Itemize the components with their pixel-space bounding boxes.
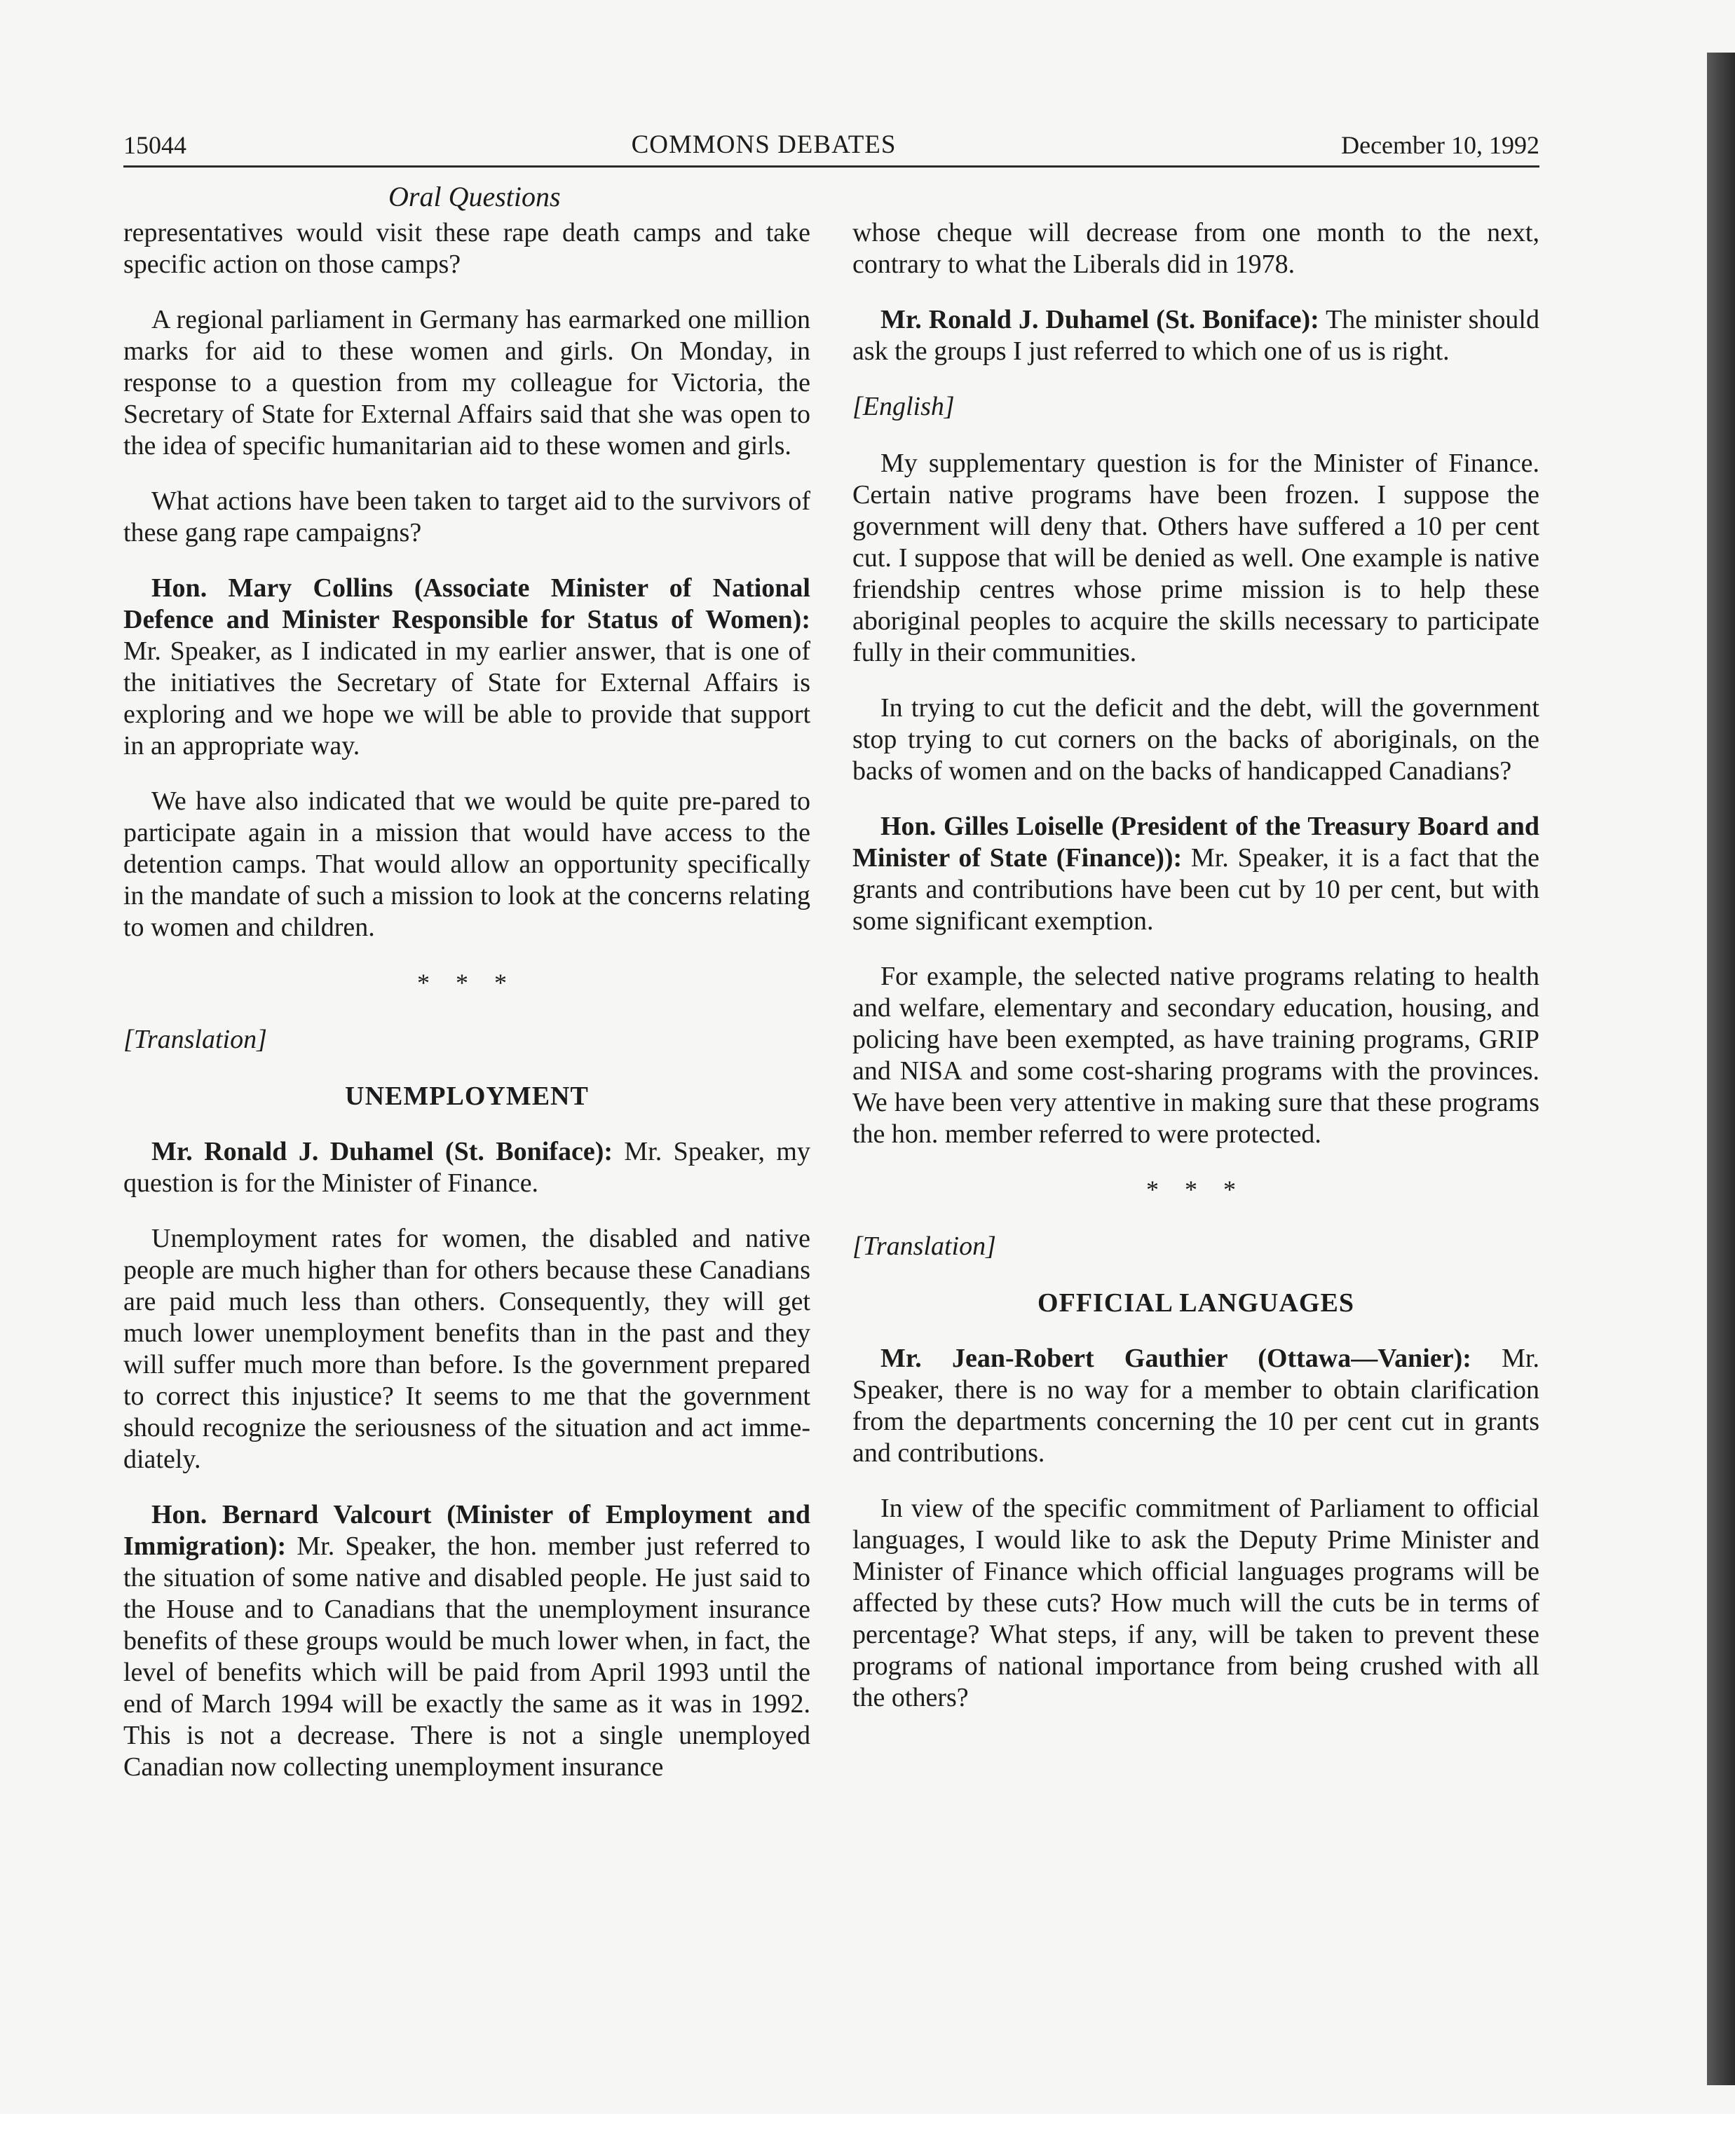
scan-margin [0, 2114, 1735, 2156]
paragraph: In trying to cut the deficit and the debt, will the government stop trying to cut corners on the backs of aboriginals, on the backs of women and on the backs of handicapped Canadians? [852, 693, 1539, 786]
publication-date: December 10, 1992 [1341, 131, 1539, 159]
paragraph: whose cheque will decrease from one month to the next, contrary to what the Liberals did in 1978. [852, 218, 1539, 279]
speaker-name: Mr. Ronald J. Duhamel (St. Boniface): [880, 305, 1319, 334]
speech-text: Mr. Speaker, the hon. member just referred to the situation of some native and disabled people. He just said to the House and to Canadians that the unemployment insurance benefits of these groups would be much lower when, in fact, the level of benefits which will be paid from April 1993 until the end of March 1994 will be exactly the same as it was in 1992. This is not a decrease. There is not a single unemployed Canadian now collecting unemployment insurance [123, 1531, 810, 1782]
section-separator: * * * [417, 969, 517, 997]
publication-title: COMMONS DEBATES [631, 130, 897, 159]
speaker-name: Hon. Mary Collins (Associate Minister of National Defence and Minister Responsible for Status of Women): [123, 573, 810, 634]
translation-note: [Translation] [852, 1231, 996, 1261]
section-title: Oral Questions [388, 181, 561, 212]
speech-text: Mr. Speaker, there is no way for a member to obtain clarification from the departments concerning the 10 per cent cut in grants and contributions. [852, 1344, 1539, 1468]
left-column [123, 217, 810, 1807]
paragraph: My supplementary question is for the Minister of Finance. Certain native programs have been frozen. I suppose the government will deny that. Others have suffered a 10 per cent cut. I suppose that will be denied as well. One example is native friendship centres whose prime mission is to help these aboriginal peoples to acquire the skills necessary to participate fully in their communities. [852, 449, 1539, 667]
paragraph: Unemployment rates for women, the disabled and native people are much higher than for others because these Canadians are paid much less than others. Consequently, they will get much lower unemployment benefits than in the past and they will suffer much more than before. Is the government prepared to correct this injustice? It seems to me that the government should recognize the seriousness of the situation and act immediately. [123, 1224, 810, 1474]
right-column [852, 217, 1539, 1807]
speech-text: Mr. Speaker, as I indicated in my earlier answer, that is one of the initiatives the Secretary of State for External Affairs is exploring and we hope we will be able to provide that support in an appropriate way. [123, 636, 810, 760]
speech-text: Mr. Speaker, my question is for the Minister of Finance. [123, 1137, 810, 1198]
speaker-name: Mr. Ronald J. Duhamel (St. Boniface): [151, 1137, 613, 1166]
speaker-name: Mr. Jean-Robert Gauthier (Ottawa—Vanier): [880, 1344, 1471, 1373]
page-number: 15044 [123, 131, 186, 159]
scan-edge [1707, 53, 1735, 2085]
section-heading: UNEMPLOYMENT [345, 1082, 589, 1111]
speaker-name: Hon. Gilles Loiselle (President of the Treasury Board and Minister of State (Finance)): [852, 812, 1539, 873]
speech-text: The minister should ask the groups I just referred to which one of us is right. [852, 305, 1539, 366]
section-heading: OFFICIAL LANGUAGES [1037, 1288, 1354, 1318]
speech-text: Mr. Speaker, it is a fact that the grants and contributions have been cut by 10 per cent, but with some significant exemption. [852, 843, 1540, 936]
paragraph: We have also indicated that we would be quite pre-pared to participate again in a mission that would have access to the detention camps. That would allow an opportunity specifically in the mandate of such a mission to look at the concerns relating to women and children. [123, 786, 810, 942]
speech-paragraph [852, 1343, 1539, 1469]
speech-paragraph [123, 1499, 810, 1783]
section-separator: * * * [1146, 1175, 1246, 1203]
speech-paragraph [852, 304, 1539, 367]
paragraph: In view of the specific commitment of Parliament to official languages, I would like to ask the Deputy Prime Minister and Minister of Finance which official languages programs will be affected by these cuts? How much will the cuts be in terms of percentage? What steps, if any, will be taken to prevent these programs of national importance from being crushed with all the others? [852, 1494, 1539, 1712]
english-note: [English] [852, 392, 955, 421]
page-header [123, 130, 1539, 168]
page [123, 130, 1539, 1807]
translation-note: [Translation] [123, 1025, 267, 1054]
paragraph: For example, the selected native programs relating to health and welfare, elementary and secondary education, housing, and policing have been exempted, as have training programs, GRIP and NISA and some cost-sharing programs with the provinces. We have been very attentive in making sure that these programs the hon. member referred to were protected. [852, 962, 1539, 1149]
speech-paragraph [852, 811, 1539, 937]
paragraph: What actions have been taken to target aid to the survivors of these gang rape campaigns? [123, 486, 810, 547]
speech-paragraph [123, 573, 810, 762]
speaker-name: Hon. Bernard Valcourt (Minister of Employment and Immigration): [123, 1500, 810, 1561]
speech-paragraph [123, 1136, 810, 1199]
paragraph: representatives would visit these rape death camps and take specific action on those camps? [123, 218, 810, 279]
text-columns [123, 217, 1539, 1807]
paragraph: A regional parliament in Germany has earmarked one million marks for aid to these women and girls. On Monday, in response to a question from my colleague for Victoria, the Secretary of State for External Affairs said that she was open to the idea of specific humanitarian aid to these women and girls. [123, 305, 810, 460]
